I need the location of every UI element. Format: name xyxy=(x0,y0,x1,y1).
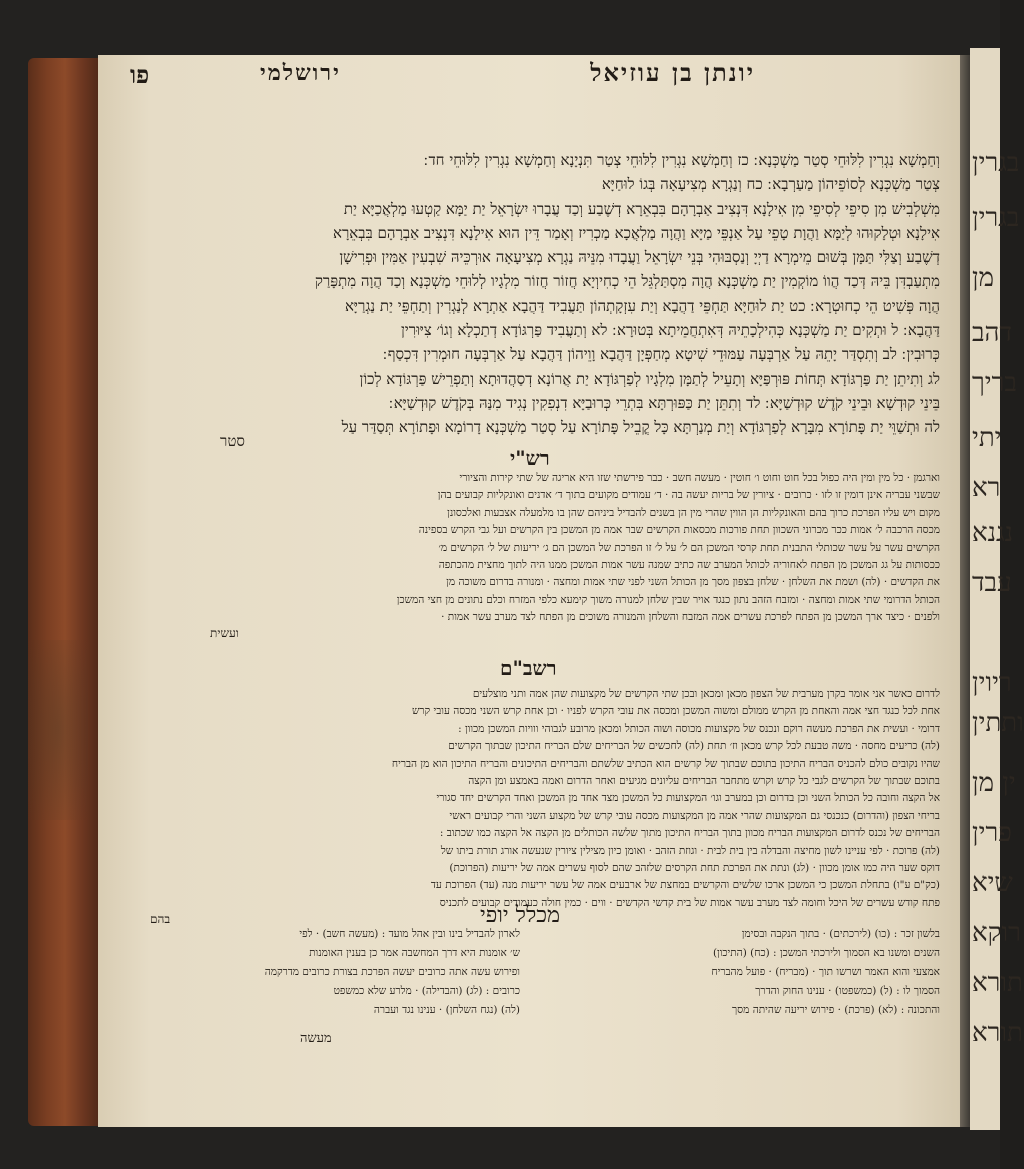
yofi-line: (לה) (נגח השלחן) · ענינו נגד ועברה xyxy=(373,1004,520,1016)
rashi-line: ולפנים · כיצד ארך המשכן מן הפתח לפרכת עשרים אמה המזבח והשלחן והמנורה משוכים מן הפתח לצד מערב עשר אמות · xyxy=(441,611,940,624)
rashbam-line: דרומי · ועשית את הפרכת מעשה רוקם ונכנס של מקצועות מכוסה ושוה הכותל ומכאן מרובע לגבוהי ווויות המשכן מכוון : xyxy=(458,722,940,735)
facing-page-fragment: דהב xyxy=(972,318,1012,348)
targum-line: לה וּתְשַׁוֵּי יַת פָּתוֹרָא מִבָּרָא לְפַרְגּוֹדָא וְיַת מְנַרְתָּא כָּל קֳבֵיל פָּתוֹרָא עַל סְטַר מַשְׁכְּנָא דָרוֹמָא וּפָתוֹרָא תְּסַדַּר עַל xyxy=(341,418,940,437)
targum-line: דְשֶׁבַע וְצַלִּי תַּמָּן בְּשׁוּם מֵימְרָא דַיְיָ וְנַסְבּוּהִי בְּנֵי יִשְׂרָאֵל וַעֲבָדוּ מִנֵּיהּ נַגְרָא מְצִיעָאָה אוּרְכֵּיהּ שִׁבְעִין אַמִּין וּפְרִישָׁן xyxy=(339,248,940,267)
facing-page-fragment: עבד xyxy=(972,568,1012,598)
targum-line: לג וְתִיתֵן יַת פַּרְגּוֹדָא תְּחוֹת פּוּרְפַּיָּא וְתָעֵיל לְתַמָּן מִלְגָיו לְפַרְגּוֹדָא יַת אֲרוֹנָא דְסַהֲדוּתָא וְתַפְרֵישׁ פַּרְגּוֹדָא לְכוֹן xyxy=(359,369,940,388)
targum-line: צְטַר מַשְׁכְּנָא לְסוֹפֵיהוֹן מַעַרְבָא ׃ כח וְנַגְרָא מְצִיעָאָה בְּגוֹ לוּחַיָּא xyxy=(601,175,940,194)
facing-page-fragment: שיא xyxy=(972,868,1013,898)
rashbam-line: פתח קודש עשרים של היכל וחומה לצד מערב עשר אמות של בית קדשי הקדשים · ווים · כמין חולה כעמודים קבועים לתכניס xyxy=(439,896,940,909)
catchword: סטר xyxy=(220,432,245,450)
rashi-line: מכסה הרכבה ל׳ אמות ככר מכרוני השכוון תחת פורכות מכסאות הקרשים שבר אמה מן המשכן בין הקרשים ועל גבי הקרש בספינה xyxy=(418,524,940,537)
yofi-line: לארון להבדיל בינו ובין אהל מועד : (מעשה חשב) · לפי xyxy=(299,928,520,940)
rashbam-line: בריחי הצפון (והדרום) כנכנסי גם המקצועות שהרי אמה מן המקצועות מכסה עובי קרש של מקצוע השני והרי קבועים ראשי xyxy=(449,809,940,822)
rashi-line: הקרשים עשר על עשר שכותלי התבנית תחת קרסי המשכן הם ל׳ על ל׳ זו הפרכת של המשכן הם ג׳ יריעות של ל׳ הקרשים מ׳ xyxy=(438,541,940,554)
targum-line: הֲוָה פְּשִׁיט הֵי כְחוּטְרָא ׃ כט יַת לוּחַיָּא תַּחְפֵּי דַהֲבָא וְיַת עִזְקָתְהוֹן תַּעֲבִיד דַּהֲבָא אַתְרָא לְנַגְרִין וְתַחְפֵּי יַת נַגְרַיָּא xyxy=(345,296,940,315)
rashbam-line: אחת לכל כנגד חצי אמה והאחת מן הקרש ממולם ומשוה המשכן ומכסה את עובי הקרש לפניו · וכן אחת קרש השני מכסה עובי קרש xyxy=(411,705,940,718)
header-title-left: ירושלמי xyxy=(260,60,341,86)
rashi-line: מקום ויש עליו הפרכת כרוך בהם והאונקליות הן הווין שהרי מין הן בשנים להבדיל ביניהם שהן בו מלמעלה אצבעות ואלכסונן xyxy=(447,506,940,519)
rashi-line: וארגמן · כל מין ומין היה כפול בכל חוט וחוט ו׳ חוטין · מעשה חשב · כבר פירשתי שזו היא אריגה של שתי קירות והציורי xyxy=(459,472,940,484)
facing-page-fragment: בגרין xyxy=(972,203,1020,233)
rashi-line: ככסותות על גג המשכן מן הפתח לאחוריה לכותל המערב שה כתיב שמנה עשר אמות המשכן ממנו היה לתוך מחצית מהכתפה xyxy=(438,559,940,572)
targum-line: אִילָנָא וּטְלָקוּהוּ לְיַמָּא וַהֲוָת טָפֵי עַל אַנְפֵּי מַיָּא וַהֲוָה מַלְאֲכָא מַכְרִיז וְאָמַר דֵּין הוּא אִילָנָא דִּנְצִיב אַבְרָהָם בִּבְאֵרָא xyxy=(332,223,940,242)
rashbam-line: שהיו נקובים כולם להכניס הבריח התיכון בתוכם שבתוך של קרשים הוא הכתיב שלשתם והבריחים התיכונים והבריח התיכון הוא מן הבריח xyxy=(391,757,940,770)
book-spine xyxy=(28,58,102,1126)
rashi-line: שבשני עבריה אינן דומין זו לזו · כרובים · ציורין של בריות יעשה בה · ד׳ עמודים מקועים בתוך ד׳ אדנים ואונקליות קבועים בהן xyxy=(437,489,940,502)
yofi-left-column xyxy=(120,925,520,1020)
rashi-line: את הקדשים · (לה) ושמת את השלחן · שלחן בצפון מסך מן הכותל השני לפני שתי אמות ומחצה · ומנורה בדרום משוכה מן xyxy=(446,576,940,589)
yofi-line: כרובים : (לג) (והבדילה) · מלרע שלא כמשפט xyxy=(333,985,520,997)
yofi-line: אמצעי והוא האמר ושרשו תוך · (מבריח) · פועל מהבריח xyxy=(711,966,940,978)
rashbam-title: רשב"ם xyxy=(500,656,557,680)
rashbam-catchword: בהם xyxy=(150,912,171,926)
rashbam-line: בתוכם שבתוך של הקרשים לגבי כל קרש וקרש מתחבר הבריחים עליונים מגיעים ואחר הדרום ואמה באמצע ומן הקצה xyxy=(468,775,940,788)
facing-page-fragment: תורא xyxy=(972,968,1023,998)
yofi-line: בלשון זכר : (כו) (לירכתים) · בתוך הנקבה ובסימן xyxy=(741,928,940,940)
yofi-line: ש׳ אומנות היא דרך המחשבה אמר כן בענין האומנות xyxy=(309,947,520,959)
rashbam-line: דוקס שער היה כמו אומן מכוון · (לג) ונתת את הפרכת תחת הקרסים שלזהב שהם לסוף עשרים אמה של יריעות (הפרוכת) xyxy=(449,862,940,875)
facing-page-fragment: בגרין xyxy=(972,148,1020,178)
running-header xyxy=(0,58,1000,98)
facing-page-fragment: מן xyxy=(972,263,995,293)
targum-line: בֵּינֵי קוּדְשָׁא וּבֵינֵי קֹדֶשׁ קוּדְשַׁיָּא ׃ לד וְתִתֵּן יַת כַּפּוּרְתָּא בִּתְרֵי כְּרוּבַיָּא דִנְפִקִין נְגִיד מִנַּהּ בְּקֹדֶשׁ קוּדְשַׁיָּא ׃ xyxy=(388,393,940,412)
page-number: פו xyxy=(130,60,150,89)
facing-page-fragment: רוקא xyxy=(972,918,1021,948)
facing-page-fragment: בריך xyxy=(972,368,1017,398)
facing-page-fragment: ריוין xyxy=(972,668,1012,698)
rashi-line: הכותל הדרומי שתי אמות ומחצה · ומזבח הזהב נתון כנגד אויר שבין שלחן למנורה משוך קימעא כלפי המזרח וכלם נתונים מן חצי המשכן xyxy=(396,593,940,606)
targum-line: וְחַמְשָׁא נִגְרִין לִלּוּחֵי סְטַר מַשְׁכְּנָא ׃ כז וְחַמְשָׁא נִגְרִין לִלּוּחֵי צְטַר תִּנְיָנָא וְחַמְשָׁא נִגְרִין לִלּוּחֵי חד ׃ xyxy=(423,151,940,169)
rashbam-line: לדרום כאשר אני אומר בקרן מערבית של הצפון מכאן ומכאן ובכן שתי הקרשים של מקצועות שהן אמה ותני מוצלעים xyxy=(472,688,940,700)
rashi-catchword: ועשית xyxy=(210,626,239,640)
yofi-line: והתכונה : (לא) (פרכת) · פירוש יריעה שהיתה מסך xyxy=(732,1004,940,1016)
rashbam-commentary xyxy=(120,686,940,912)
facing-page-fragment: תורא xyxy=(972,1018,1023,1048)
yofi-right-column xyxy=(540,925,940,1020)
facing-page-fragment: נגנא xyxy=(972,518,1014,548)
yofi-title: מכלל יופי xyxy=(480,903,561,928)
yofi-line: השנים ומשנו בא הסמוך ולירכתי המשכן : (כח) (התיכון) xyxy=(712,947,940,959)
rashbam-line: אל הקצה וחובה כל הכותל השני וכן בדרום וכן במערב וגו׳ המקצועות כל המשכן מצד אחד מן המשכן ואחד הקרשים יחד סגורי xyxy=(436,792,940,805)
targum-line: מִתְעַבְדִּן בֵּיהּ דְּכַד הֲווֹ מוֹקְמִין יַת מַשְׁכְּנָא הֲוָה מִסְתַּלְגֵּל הֵי כְחִיוְיָא חֲזוֹר חֲזוֹר מִלְגָיו לְלוּחֵי מַשְׁכְּנָא וְכַד הֲוָה מִתְפָּרַק xyxy=(314,272,940,291)
yofi-line: הסמוך לו : (ל) (כמשפטו) · ענינו החוק והדרך xyxy=(755,985,940,997)
header-title-right: יונתן בן עוזיאל xyxy=(590,58,755,87)
facing-page-fragment: ין מן xyxy=(972,768,1016,798)
rashbam-line: (לה) כריעים מחסה · משה טבעת לכל קרש מכאן וז׳ תחת (לה) לחכשים של הבריחים שלם הבריח התיכון שבתוך הקרשים xyxy=(448,740,940,753)
facing-page-fragment: רא xyxy=(972,473,1001,503)
rashi-title: רש"י xyxy=(510,446,550,470)
page-stain xyxy=(28,640,88,820)
targum-line: מִשְׁלְבִישׁ מִן סִיפֵי לְסִיפֵי מִן אִילָנָא דִּנְצִיב אַבְרָהָם בִּבְאֵרָא דְשֶׁבַע וְכַד עֲבָרוּ יִשְׂרָאֵל יַת יַמָּא קַטְעוּ מַלְאֲכַיָּא יַת xyxy=(343,199,940,218)
targum-line: כְּרוּבִין ׃ לב וְתִסְדַּר יָתֵהּ עַל אַרְבְּעָה עַמּוּדֵי שִׁיטָא מְחַפְּיָן דַּהֲבָא וָוֵיהוֹן דַּהֲבָא עַל אַרְבְּעָה חוּמְרִין דִּכְסַף ׃ xyxy=(382,345,940,364)
facing-page-fragment: יתי xyxy=(972,423,1002,453)
yofi-line: ופירוש עשה אתה כרובים יעשה הפרכת בצורת כרובים מדרקמה xyxy=(264,966,520,978)
facing-page-fragment: ותתין xyxy=(972,708,1024,738)
bottom-catchword: מעשה xyxy=(300,1031,332,1046)
rashi-commentary xyxy=(120,470,940,627)
targum-line: דַּהֲבָא ׃ ל וּתְקִים יַת מַשְׁכְּנָא כְּהִילְכָתֵיהּ דְּאִתְחֲמֵיתָא בְּטוּרָא ׃ לא וְתַעֲבִיד פַּרְגּוֹדָא דְתַכְלָא וְגוֹ׳ צִיּוּרִין xyxy=(400,321,940,340)
facing-page-fragment: פרין xyxy=(972,818,1012,848)
targum-text xyxy=(120,148,940,440)
rashbam-line: (לה) פרוכת · לפי עניינו לשון מחיצה והבדלה בין בית לבית · וגוזת הזהב · ואומן כיון מצילין ציורין שנעשה אורג תורת ביתו של xyxy=(440,844,940,857)
rashbam-line: הבריחים של נכנס לדרום המקצועות הבריח מכוון בתוך הבריח התיכון מתוך שלשה הכותלים מן הקצה אל הקצה כמו שכתוב : xyxy=(439,827,940,840)
facing-page-edge xyxy=(970,48,1024,1130)
rashbam-line: (כק"ם ע"ו) בתחלת המשכן כי המשכן ארכו שלשים והקרשים במחצת של ארבעים אמה של עשר יריעות מנה (עד) הפרוכת עד xyxy=(430,879,940,892)
